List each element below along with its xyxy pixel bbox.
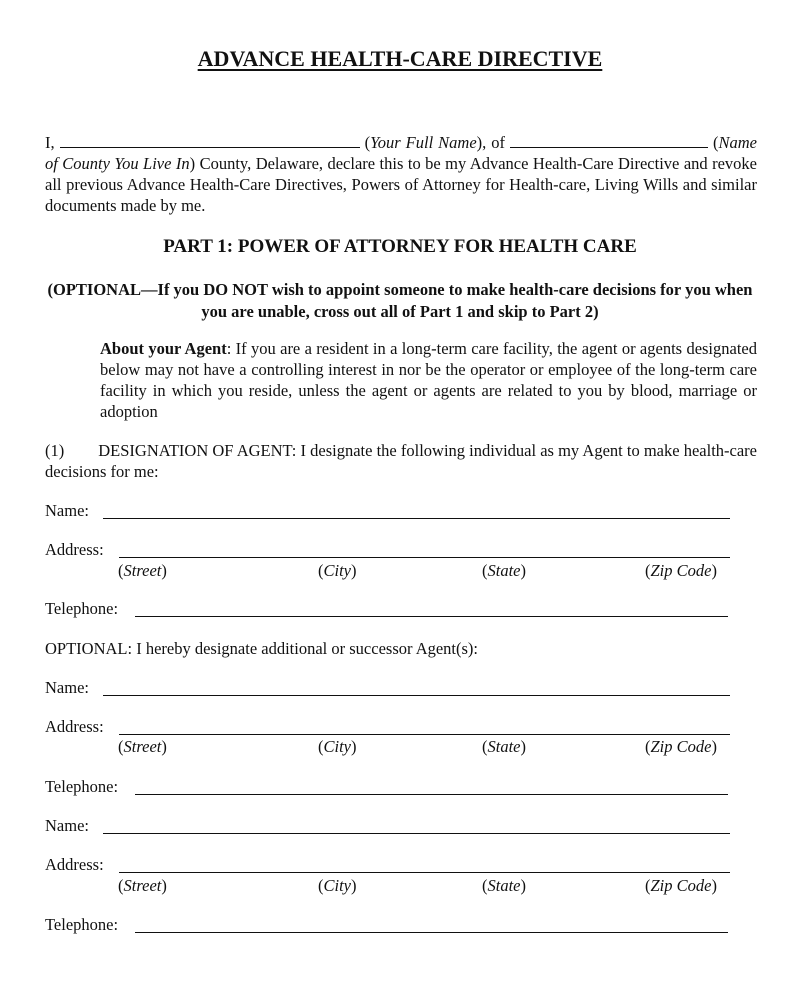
agent2-street-caption: (Street) bbox=[118, 737, 167, 756]
agent3-name-label: Name: bbox=[45, 816, 89, 835]
part1-optional-note: (OPTIONAL—If you DO NOT wish to appoint someone to make health-care decisions for you when you are unable, cross out all of Part 1 and skip to Part 2) bbox=[47, 280, 753, 321]
agent2-telephone-label: Telephone: bbox=[45, 777, 119, 796]
intro-prefix: I, bbox=[45, 133, 55, 152]
agent3-name-field[interactable] bbox=[103, 833, 730, 834]
part1-heading: PART 1: POWER OF ATTORNEY FOR HEALTH CARE bbox=[163, 236, 637, 257]
agent1-telephone-label: Telephone: bbox=[45, 599, 119, 618]
about-agent-text: : If you are a resident in a long-term care facility, the agent or agents designated below may not have a controlling interest in nor be the operator or employee of the long-term care facility in which you reside, unless the agent or agents are related to you by blood, marriage or adoption bbox=[100, 339, 757, 421]
intro-of: of bbox=[491, 133, 506, 152]
county-field[interactable] bbox=[510, 133, 708, 148]
agent1-telephone-field[interactable] bbox=[135, 616, 728, 617]
agent2-telephone-field[interactable] bbox=[135, 794, 728, 795]
agent2-name-field[interactable] bbox=[103, 695, 730, 696]
agent1-city-caption: (City) bbox=[318, 561, 357, 580]
agent3-street-caption: (Street) bbox=[118, 876, 167, 895]
designation-paragraph bbox=[45, 440, 757, 482]
full-name-hint: Your Full Name bbox=[370, 133, 477, 152]
agent1-address-field[interactable] bbox=[119, 557, 730, 558]
agent3-address-label: Address: bbox=[45, 855, 104, 874]
about-agent-paragraph bbox=[100, 338, 757, 422]
agent1-name-label: Name: bbox=[45, 501, 89, 520]
agent3-state-caption: (State) bbox=[482, 876, 526, 895]
agent3-address-field[interactable] bbox=[119, 872, 730, 873]
agent3-telephone-label: Telephone: bbox=[45, 915, 119, 934]
intro-text: County, Delaware, declare this to be my Advance Health-Care Directive and revoke all previous Advance Health-Care Directives, Powers of Attorney for Health-care, Living Wills and similar documents made by me. bbox=[45, 154, 757, 215]
agent1-address-label: Address: bbox=[45, 540, 104, 559]
agent2-zip-caption: (Zip Code) bbox=[645, 737, 717, 756]
designation-text: DESIGNATION OF AGENT: I designate the following individual as my Agent to make health-care decisions for me: bbox=[45, 441, 757, 481]
agent2-address-label: Address: bbox=[45, 717, 104, 736]
agent3-city-caption: (City) bbox=[318, 876, 357, 895]
agent1-zip-caption: (Zip Code) bbox=[645, 561, 717, 580]
county-hint: Name of County You Live In bbox=[45, 133, 758, 173]
agent3-zip-caption: (Zip Code) bbox=[645, 876, 717, 895]
designation-number: (1) bbox=[45, 441, 65, 460]
agent1-name-field[interactable] bbox=[103, 518, 730, 519]
agent3-telephone-field[interactable] bbox=[135, 932, 728, 933]
additional-agents-text: OPTIONAL: I hereby designate additional or successor Agent(s): bbox=[45, 639, 479, 658]
agent1-state-caption: (State) bbox=[482, 561, 526, 580]
agent2-city-caption: (City) bbox=[318, 737, 357, 756]
agent1-street-caption: (Street) bbox=[118, 561, 167, 580]
intro-paragraph: I, (Your Full Name), of (Name of County You Live In) County, Delaware, declare this to be my Advance Health-Care Directive and revoke all previous Advance Health-Care Directives, Powers of Attorney for Health-care, Living Wills and similar documents made by me. bbox=[45, 133, 758, 215]
about-agent-label: About your Agent bbox=[100, 339, 227, 358]
agent2-state-caption: (State) bbox=[482, 737, 526, 756]
agent2-address-field[interactable] bbox=[119, 734, 730, 735]
agent2-name-label: Name: bbox=[45, 678, 89, 697]
full-name-field[interactable] bbox=[60, 133, 360, 148]
document-title: ADVANCE HEALTH-CARE DIRECTIVE bbox=[197, 46, 603, 71]
